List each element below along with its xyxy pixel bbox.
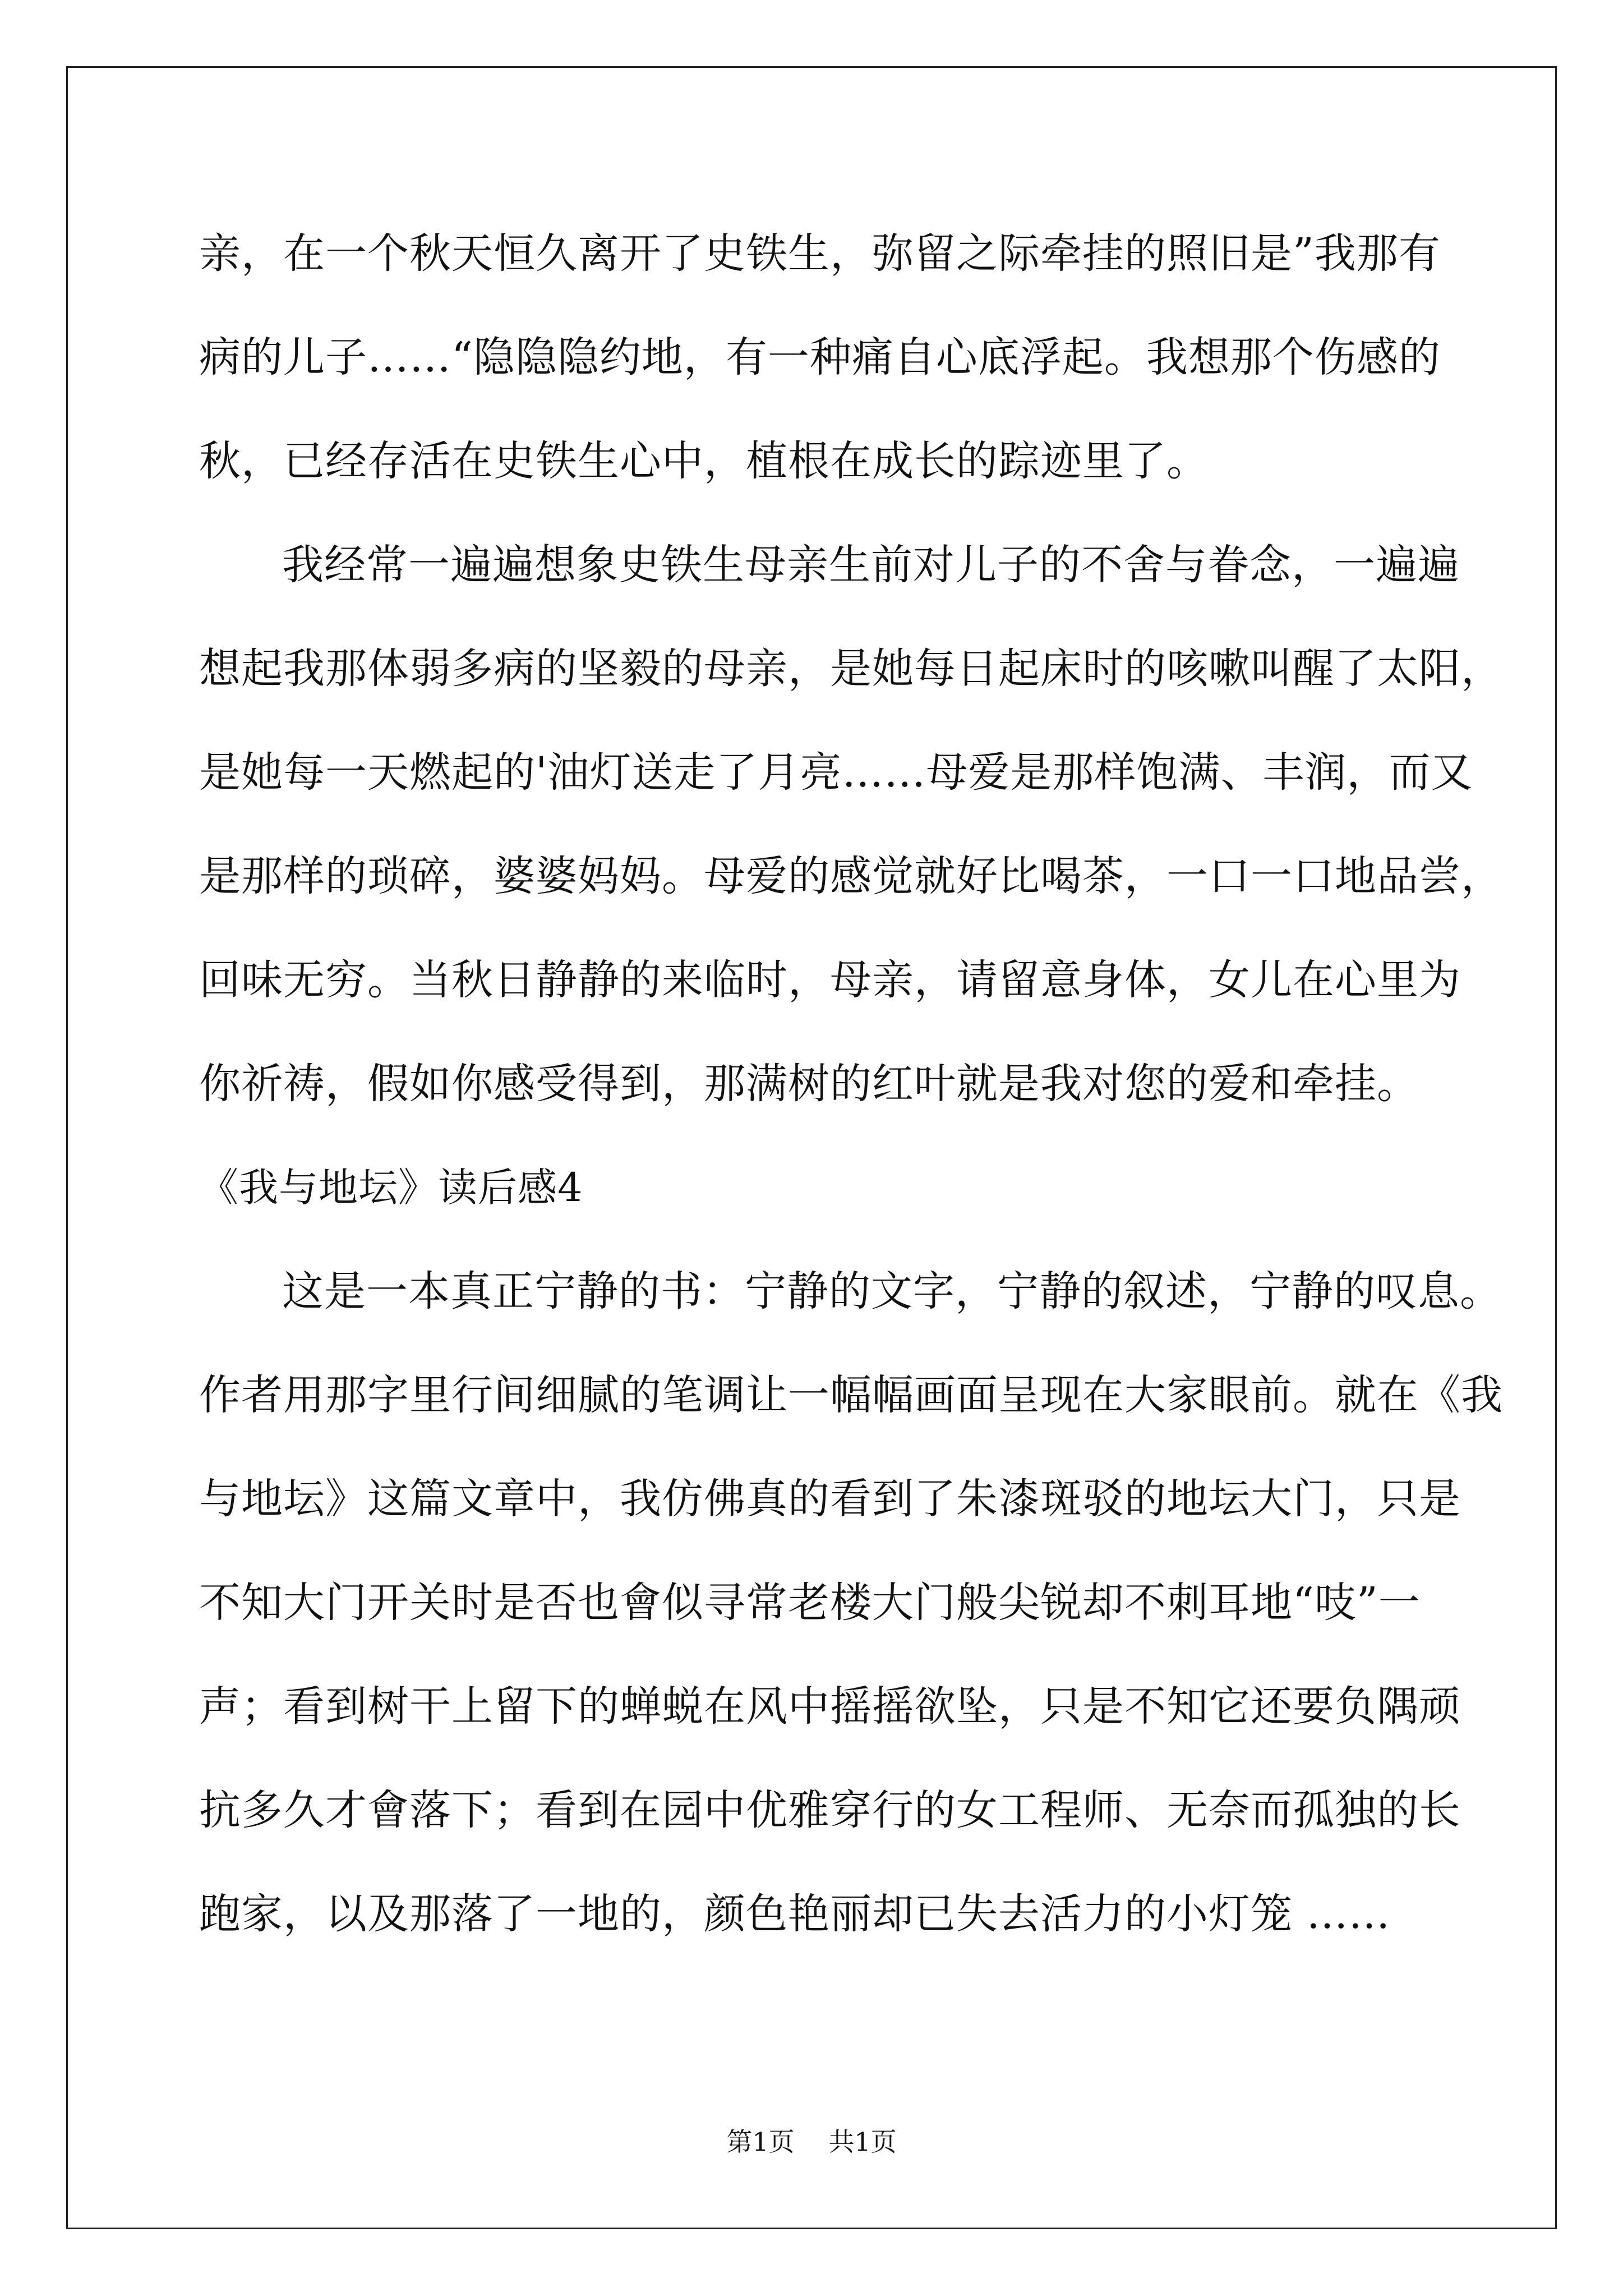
paragraph-2-line-3: 是她每一天燃起的'油灯送走了月亮……母爱是那样饱满、丰润，而又 [199, 748, 1473, 797]
page-number-current: 第1页 [726, 2127, 795, 2157]
paragraph-2-line-6: 你祈祷，假如你感受得到，那满树的红叶就是我对您的爱和牵挂。 [199, 1060, 1419, 1108]
paragraph-3-line-2: 作者用那字里行间细腻的笔调让一幅幅画面呈现在大家眼前。就在《我 [199, 1371, 1503, 1419]
paragraph-3-line-4: 不知大门开关时是否也會似寻常老楼大门般尖锐却不刺耳地“吱”一 [199, 1579, 1421, 1627]
paragraph-1-line-2: 病的儿子……“隐隐隐约地，有一种痛自心底浮起。我想那个伤感的 [199, 333, 1441, 381]
section-heading: 《我与地坛》读后感4 [199, 1165, 583, 1211]
page-number-total: 共1页 [828, 2127, 897, 2157]
paragraph-1-line-1: 亲，在一个秋天恒久离开了史铁生，弥留之际牵挂的照旧是”我那有 [199, 229, 1441, 278]
paragraph-3-line-5: 声；看到树干上留下的蝉蜕在风中摇摇欲坠，只是不知它还要负隅顽 [199, 1682, 1461, 1731]
paragraph-2-line-5: 回味无穷。当秋日静静的来临时，母亲，请留意身体，女儿在心里为 [199, 956, 1461, 1004]
paragraph-3-line-6: 抗多久才會落下；看到在园中优雅穿行的女工程师、无奈而孤独的长 [199, 1786, 1461, 1834]
paragraph-3-line-1: 这是一本真正宁静的书：宁静的文字，宁静的叙述，宁静的叹息。 [282, 1267, 1502, 1315]
paragraph-3-line-7: 跑家，以及那落了一地的，颜色艳丽却已失去活力的小灯笼 …… [199, 1890, 1391, 1938]
paragraph-2-line-2: 想起我那体弱多病的坚毅的母亲，是她每日起床时的咳嗽叫醒了太阳， [199, 645, 1503, 693]
paragraph-2-line-4: 是那样的琐碎，婆婆妈妈。母爱的感觉就好比喝茶，一口一口地品尝， [199, 852, 1503, 900]
paragraph-1-line-3: 秋，已经存活在史铁生心中，植根在成长的踪迹里了。 [199, 437, 1209, 485]
page-footer [0, 2125, 1623, 2159]
paragraph-2-line-1: 我经常一遍遍想象史铁生母亲生前对儿子的不舍与眷念，一遍遍 [282, 541, 1460, 589]
paragraph-3-line-3: 与地坛》这篇文章中，我仿佛真的看到了朱漆斑驳的地坛大门，只是 [199, 1475, 1461, 1523]
document-body [199, 202, 1503, 1966]
